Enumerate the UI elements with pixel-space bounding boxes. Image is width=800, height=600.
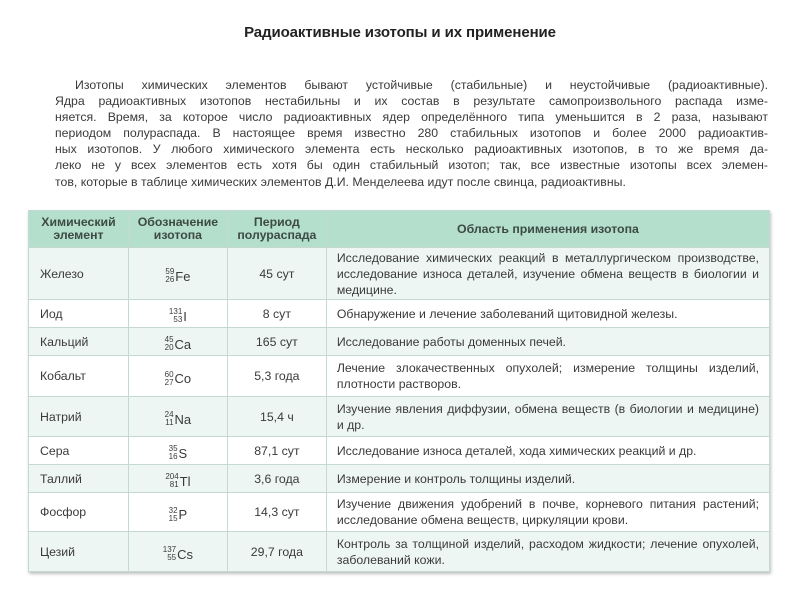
cell-half-life: 5,3 года: [227, 356, 326, 397]
isotope-notation: [165, 268, 190, 284]
isotope-notation: [165, 411, 192, 427]
isotope-indices: [163, 546, 176, 562]
cell-application: Исследование химических реакций в металлургическом производстве, исследование износа деталей, изучение обмена веществ в биологии и медицине.: [326, 248, 769, 300]
cell-application: Исследование работы доменных печей.: [326, 328, 769, 356]
table-row: [29, 493, 770, 532]
isotopes-table: [28, 210, 770, 572]
cell-application: Изучение явления диффузии, обмена веществ (в биологии и медицине) и др.: [326, 397, 769, 437]
cell-symbol: [128, 437, 227, 465]
isotope-indices: [165, 268, 174, 284]
element-symbol: I: [183, 308, 187, 324]
cell-application: Исследование износа деталей, хода химических реакций и др.: [326, 437, 769, 465]
element-symbol: Co: [174, 371, 192, 386]
intro-line: няется. Время, за которое число радиоактивных ядер определённого типа уменьшится в 2 раза, называют: [55, 110, 768, 125]
header-application: Область применения изотопа: [326, 211, 769, 248]
isotope-indices: [169, 308, 182, 324]
element-symbol: Cs: [177, 546, 194, 562]
atomic-number: 55: [167, 553, 177, 562]
element-symbol: S: [178, 445, 188, 461]
cell-symbol: [128, 465, 227, 493]
element-symbol: Ca: [174, 336, 192, 352]
cell-application: Обнаружение и лечение заболеваний щитовидной железы.: [326, 300, 769, 328]
cell-application: Измерение и контроль толщины изделий.: [326, 465, 769, 493]
isotope-indices: [165, 336, 174, 352]
cell-element: Железо: [29, 248, 129, 300]
element-symbol: Na: [174, 411, 192, 427]
atomic-number: 26: [165, 275, 175, 284]
cell-half-life: 15,4 ч: [227, 397, 326, 437]
header-symbol: [128, 211, 227, 248]
cell-symbol: [128, 493, 227, 532]
intro-line: ных изотопов. У любого химического элемента есть несколько радиоактивных изотопов, в то же время да-: [55, 142, 768, 157]
cell-element: Натрий: [29, 397, 129, 437]
table-row: [29, 532, 770, 572]
cell-symbol: [128, 300, 227, 328]
mass-number: 137: [162, 545, 177, 554]
table-row: [29, 248, 770, 300]
isotope-notation: [163, 546, 193, 562]
table-row: [29, 356, 770, 397]
cell-half-life: 3,6 года: [227, 465, 326, 493]
intro-line: тов, которые в таблице химических элементов Д.И. Менделеева идут после свинца, радиоактивны.: [55, 174, 626, 189]
cell-symbol: [128, 356, 227, 397]
atomic-number: 81: [169, 480, 179, 489]
isotope-notation: [169, 308, 187, 324]
atomic-number: 11: [165, 418, 174, 427]
intro-paragraph: [55, 77, 768, 190]
mass-number: 60: [164, 369, 174, 379]
cell-element: Кальций: [29, 328, 129, 356]
table-header-row: [29, 211, 770, 248]
intro-line: периодом полураспада. В настоящее время известно 280 стабильных изотопов и более 2000 радиоактив-: [55, 126, 768, 141]
cell-application: Лечение злокачественных опухолей; измерение толщины изделий, плотности растворов.: [326, 356, 769, 397]
isotope-notation: [169, 445, 188, 461]
atomic-number: 27: [164, 377, 174, 387]
cell-element: Таллий: [29, 465, 129, 493]
isotope-indices: [169, 445, 178, 461]
cell-element: Цезий: [29, 532, 129, 572]
isotope-indices: [169, 507, 178, 523]
table-row: [29, 300, 770, 328]
cell-application: Контроль за толщиной изделий, расходом жидкости; лечение опухолей, заболеваний кожи.: [326, 532, 769, 572]
cell-symbol: [128, 532, 227, 572]
page-title: Радиоактивные изотопы и их применение: [244, 24, 556, 41]
cell-half-life: 14,3 сут: [227, 493, 326, 532]
element-symbol: Fe: [175, 268, 191, 284]
header-period-line: полураспада: [237, 228, 317, 242]
mass-number: 35: [168, 444, 178, 453]
cell-element: Сера: [29, 437, 129, 465]
header-element: [29, 211, 129, 248]
cell-symbol: [128, 397, 227, 437]
intro-line: леко не у всех элементов есть хотя бы один стабильный изотоп; так, все известные изотопы всех элемен-: [55, 158, 768, 173]
cell-application: Изучение движения удобрений в почве, корневого питания растений; исследование обмена веществ, циркуляции крови.: [326, 493, 769, 532]
mass-number: 24: [164, 410, 174, 419]
cell-symbol: [128, 328, 227, 356]
isotope-notation: [169, 507, 188, 523]
table-row: [29, 437, 770, 465]
header-period-line: Период: [253, 215, 300, 229]
cell-half-life: 165 сут: [227, 328, 326, 356]
element-symbol: P: [178, 507, 188, 522]
intro-line: Изотопы химических элементов бывают устойчивые (стабильные) и неустойчивые (радиоактивные).: [75, 78, 768, 92]
mass-number: 45: [164, 335, 174, 344]
header-period: [227, 211, 326, 248]
isotope-indices: [165, 411, 174, 427]
header-symbol-line: Обозначение: [137, 215, 219, 229]
element-symbol: Tl: [179, 473, 191, 489]
mass-number: 204: [165, 472, 179, 481]
isotope-indices: [165, 371, 174, 387]
header-element-line: Химический: [41, 215, 116, 229]
cell-element: Иод: [29, 300, 129, 328]
mass-number: 32: [168, 505, 178, 515]
cell-half-life: 45 сут: [227, 248, 326, 300]
isotope-indices: [165, 473, 178, 489]
mass-number: 59: [165, 267, 175, 276]
table-row: [29, 465, 770, 493]
atomic-number: 16: [168, 452, 178, 461]
atomic-number: 15: [168, 513, 178, 523]
header-symbol-line: изотопа: [153, 228, 203, 242]
intro-line: Ядра радиоактивных изотопов нестабильны и их состав в результате самопроизвольного распада изме-: [55, 94, 768, 109]
isotope-notation: [165, 371, 192, 387]
cell-half-life: 87,1 сут: [227, 437, 326, 465]
cell-element: Фосфор: [29, 493, 129, 532]
cell-half-life: 8 сут: [227, 300, 326, 328]
mass-number: 131: [168, 307, 183, 316]
table-row: [29, 397, 770, 437]
isotope-notation: [165, 473, 190, 489]
cell-element: Кобальт: [29, 356, 129, 397]
cell-symbol: [128, 248, 227, 300]
atomic-number: 20: [164, 343, 174, 352]
header-element-line: элемент: [53, 228, 104, 242]
table-row: [29, 328, 770, 356]
cell-half-life: 29,7 года: [227, 532, 326, 572]
atomic-number: 53: [173, 315, 183, 324]
isotope-notation: [165, 336, 192, 352]
